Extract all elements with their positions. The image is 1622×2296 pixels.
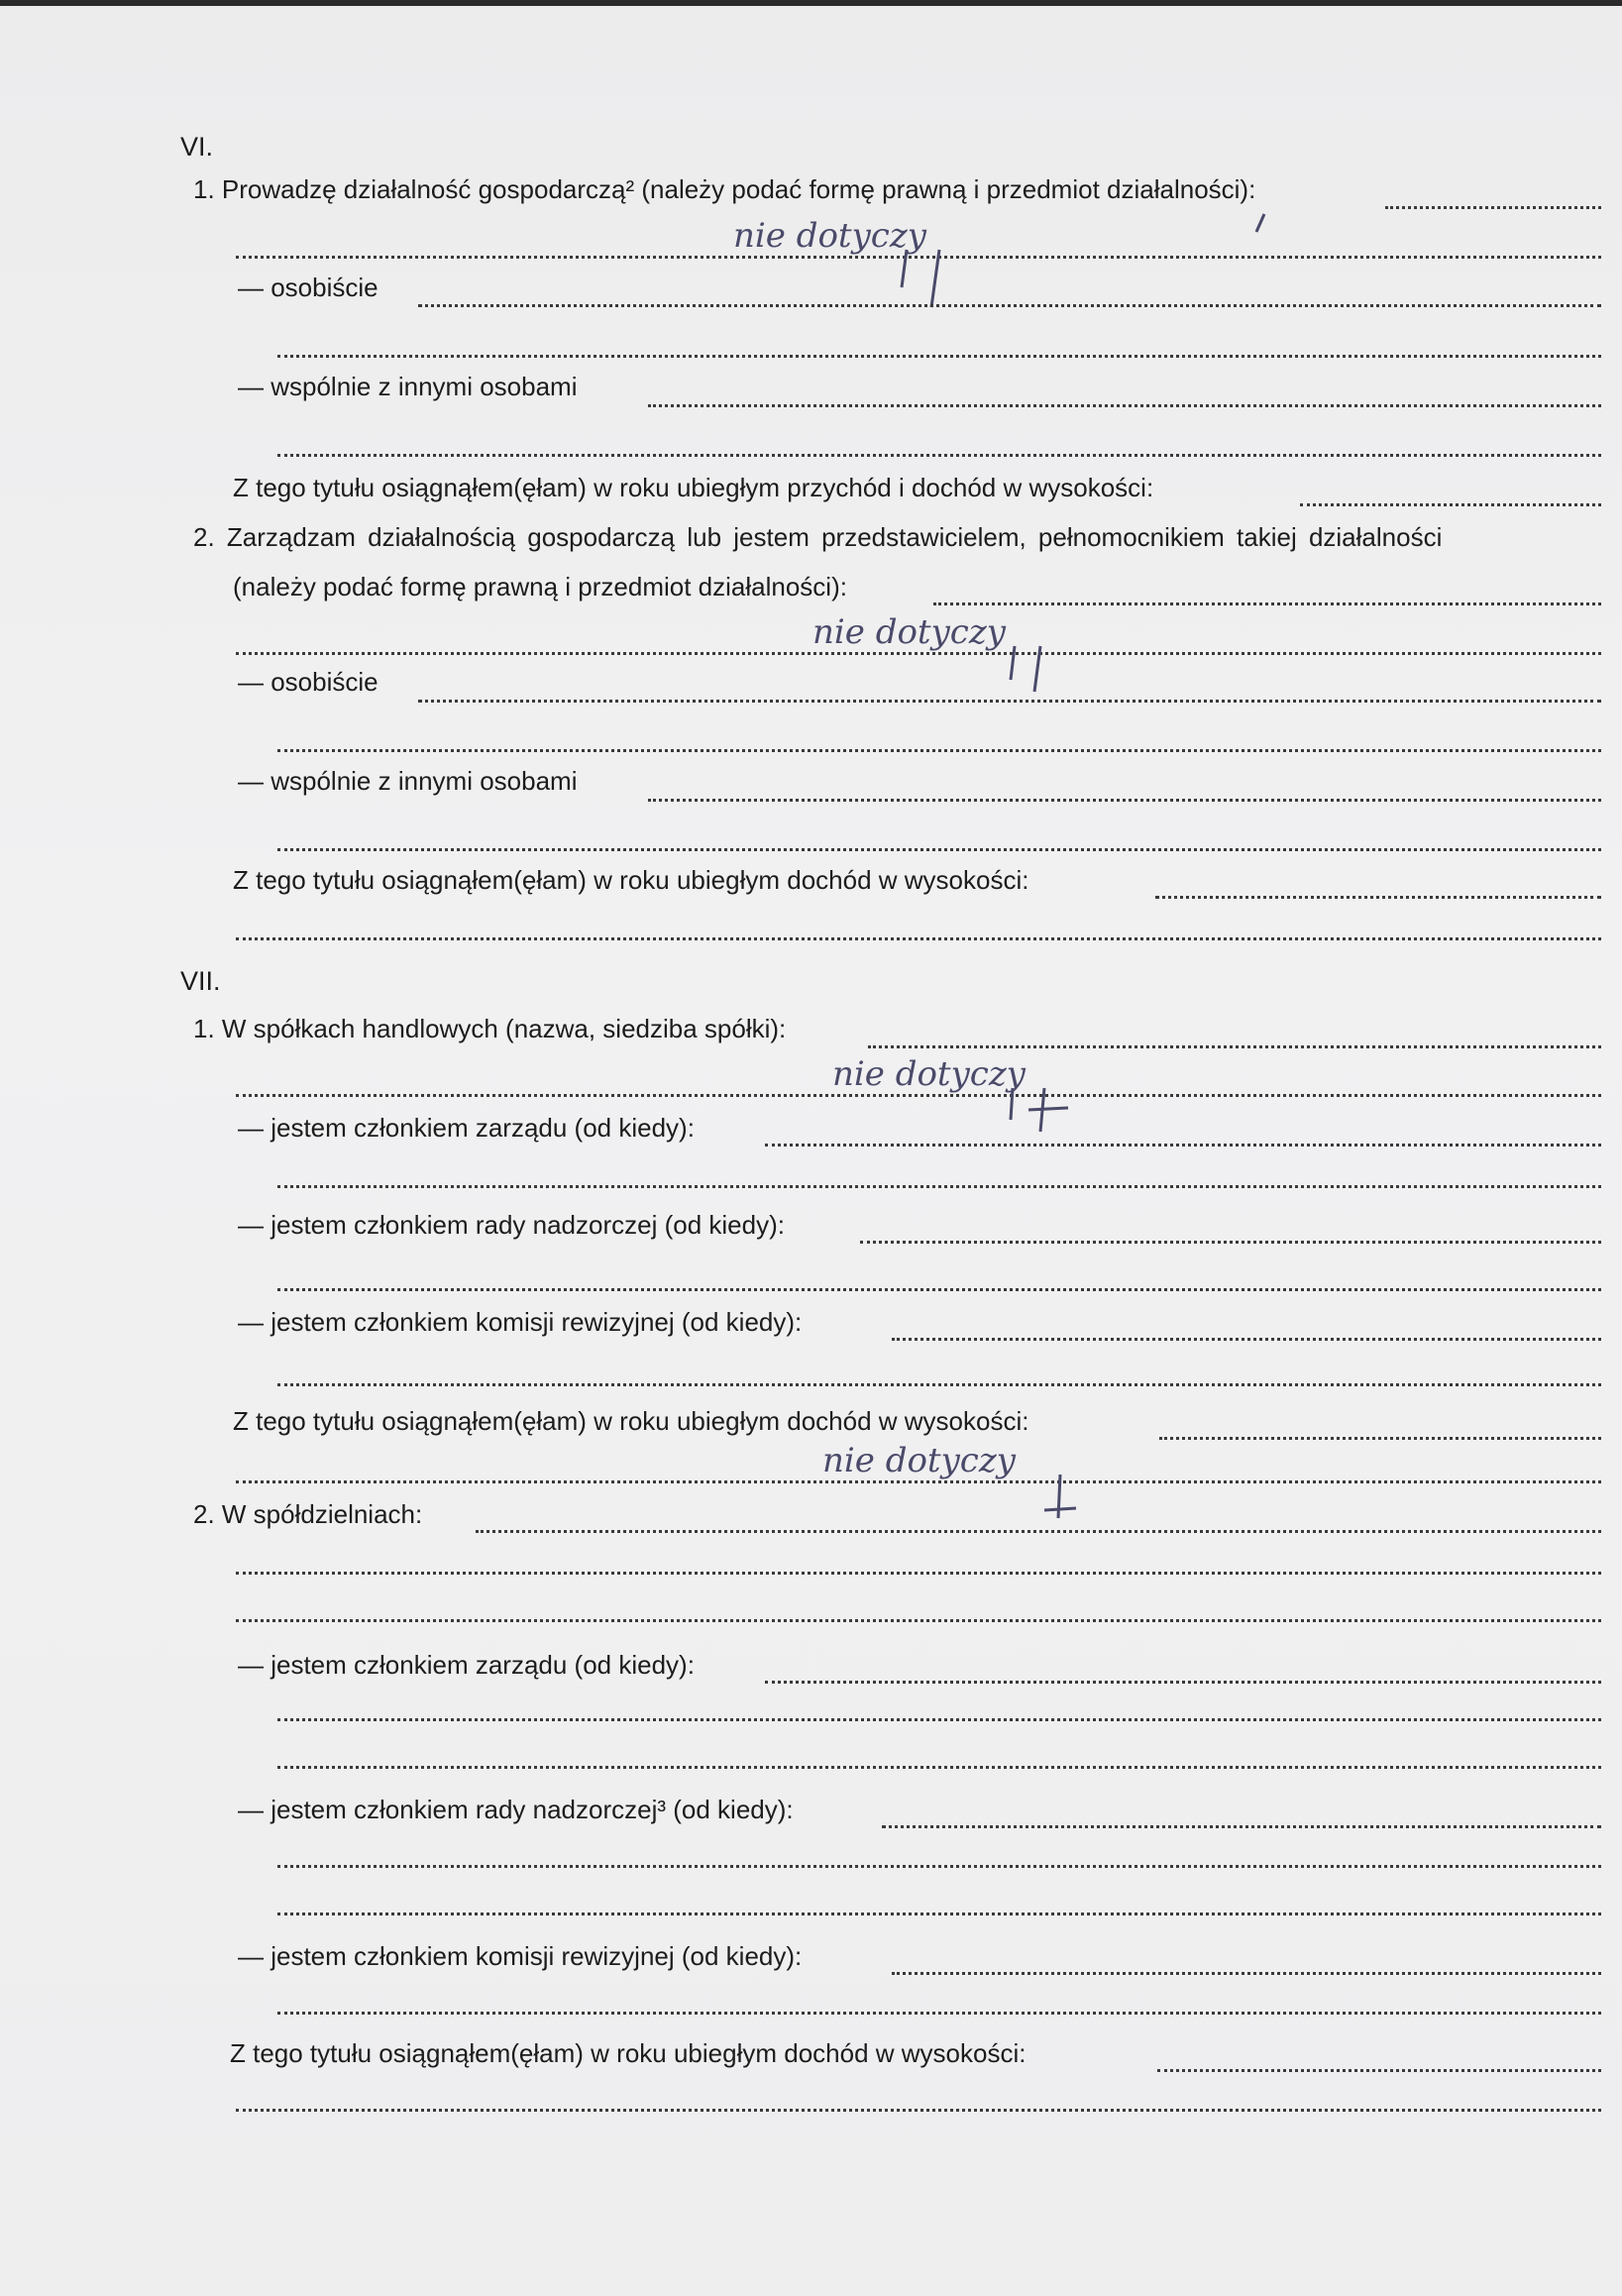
handwritten-answer-6-1: nie dotyczy bbox=[733, 216, 926, 256]
item-6-2-answer-line bbox=[236, 652, 1601, 655]
item-6-1-label: 1. Prowadzę działalność gospodarczą² (należy podać formę prawną i przedmiot działalności): bbox=[193, 174, 1256, 204]
item-7-2-dotline-2 bbox=[236, 1572, 1601, 1575]
item-6-2-osobiscie-line-2 bbox=[277, 749, 1601, 752]
item-6-1-dotline bbox=[1385, 206, 1601, 209]
handwritten-slash-6-1 bbox=[892, 248, 961, 309]
item-6-1-income-line bbox=[1300, 503, 1601, 506]
item-7-2-rada-line-3 bbox=[277, 1913, 1601, 1915]
item-7-1-zarzad-label: — jestem członkiem zarządu (od kiedy): bbox=[238, 1113, 695, 1143]
handwritten-slash-6-2 bbox=[1001, 644, 1060, 696]
item-7-2-zarzad-line-2 bbox=[277, 1718, 1601, 1721]
item-7-1-komisja-line bbox=[892, 1338, 1601, 1341]
handwritten-tick-mark bbox=[1250, 212, 1270, 234]
item-7-1-zarzad-line bbox=[765, 1144, 1601, 1147]
item-7-2-zarzad-label: — jestem członkiem zarządu (od kiedy): bbox=[238, 1650, 695, 1680]
item-6-2-label-a: 2. Zarządzam działalnością gospodarczą lub jestem przedstawicielem, pełnomocnikiem takiej działalności bbox=[193, 522, 1443, 552]
handwritten-slash-7-1 bbox=[1001, 1086, 1080, 1142]
item-7-2-komisja-label: — jestem członkiem komisji rewizyjnej (od kiedy): bbox=[238, 1941, 803, 1971]
item-7-1-komisja-label: — jestem członkiem komisji rewizyjnej (od kiedy): bbox=[238, 1307, 803, 1337]
item-6-1-osobiscie-line bbox=[418, 304, 1601, 307]
scan-top-edge bbox=[0, 0, 1622, 6]
item-7-2-dotline bbox=[476, 1530, 1601, 1533]
item-7-1-rada-line-2 bbox=[277, 1288, 1601, 1291]
item-6-2-income-line-2 bbox=[236, 937, 1601, 940]
item-6-2-wspolnie-line bbox=[648, 799, 1601, 802]
item-7-2-income-line-2 bbox=[236, 2109, 1601, 2112]
handwritten-slash-7-1-income bbox=[1030, 1473, 1090, 1528]
item-6-1-osobiscie-label: — osobiście bbox=[238, 273, 378, 302]
item-7-2-komisja-line-2 bbox=[277, 2012, 1601, 2015]
item-7-1-komisja-line-2 bbox=[277, 1383, 1601, 1386]
item-7-1-answer-line bbox=[236, 1094, 1601, 1097]
item-6-2-wspolnie-line-2 bbox=[277, 848, 1601, 851]
item-7-1-income-answer-line bbox=[236, 1480, 1601, 1483]
item-7-2-label: 2. W spółdzielniach: bbox=[193, 1499, 423, 1529]
item-7-2-income-line bbox=[1157, 2069, 1601, 2072]
item-6-2-label-b: (należy podać formę prawną i przedmiot działalności): bbox=[233, 572, 847, 601]
item-7-1-income-line bbox=[1159, 1437, 1601, 1440]
item-7-2-zarzad-line-3 bbox=[277, 1766, 1601, 1769]
item-6-1-wspolnie-line bbox=[648, 404, 1601, 407]
item-7-2-rada-line-2 bbox=[277, 1865, 1601, 1868]
item-7-2-rada-line bbox=[882, 1825, 1601, 1828]
item-6-2-osobiscie-label: — osobiście bbox=[238, 667, 378, 697]
handwritten-answer-7-1: nie dotyczy bbox=[832, 1054, 1026, 1094]
item-7-1-rada-line bbox=[860, 1241, 1601, 1244]
handwritten-answer-6-2: nie dotyczy bbox=[812, 612, 1006, 652]
item-6-2-dotline bbox=[933, 602, 1601, 605]
item-6-2-wspolnie-label: — wspólnie z innymi osobami bbox=[238, 766, 578, 796]
item-7-2-rada-label: — jestem członkiem rady nadzorczej³ (od kiedy): bbox=[238, 1795, 794, 1824]
item-6-1-wspolnie-label: — wspólnie z innymi osobami bbox=[238, 372, 578, 401]
item-7-1-label: 1. W spółkach handlowych (nazwa, siedziba spółki): bbox=[193, 1014, 787, 1043]
item-7-2-income-label: Z tego tytułu osiągnąłem(ęłam) w roku ubiegłym dochód w wysokości: bbox=[230, 2038, 1027, 2068]
item-7-1-zarzad-line-2 bbox=[277, 1185, 1601, 1188]
item-6-2-osobiscie-line bbox=[418, 700, 1601, 703]
item-7-2-dotline-3 bbox=[236, 1619, 1601, 1622]
section-heading-vii: VII. bbox=[180, 966, 221, 996]
item-7-1-income-label: Z tego tytułu osiągnąłem(ęłam) w roku ubiegłym dochód w wysokości: bbox=[233, 1406, 1029, 1436]
item-7-1-rada-label: — jestem członkiem rady nadzorczej (od kiedy): bbox=[238, 1210, 785, 1240]
item-6-1-wspolnie-line-2 bbox=[277, 454, 1601, 457]
item-6-1-income-label: Z tego tytułu osiągnąłem(ęłam) w roku ubiegłym przychód i dochód w wysokości: bbox=[233, 473, 1154, 502]
item-7-2-zarzad-line bbox=[765, 1681, 1601, 1684]
section-heading-vi: VI. bbox=[180, 132, 214, 162]
item-7-2-komisja-line bbox=[892, 1972, 1601, 1975]
handwritten-answer-7-1-income: nie dotyczy bbox=[822, 1441, 1016, 1480]
item-6-2-income-label: Z tego tytułu osiągnąłem(ęłam) w roku ubiegłym dochód w wysokości: bbox=[233, 865, 1029, 895]
item-6-1-osobiscie-line-2 bbox=[277, 355, 1601, 358]
item-7-1-dotline bbox=[868, 1045, 1601, 1048]
item-6-2-income-line bbox=[1155, 896, 1601, 899]
